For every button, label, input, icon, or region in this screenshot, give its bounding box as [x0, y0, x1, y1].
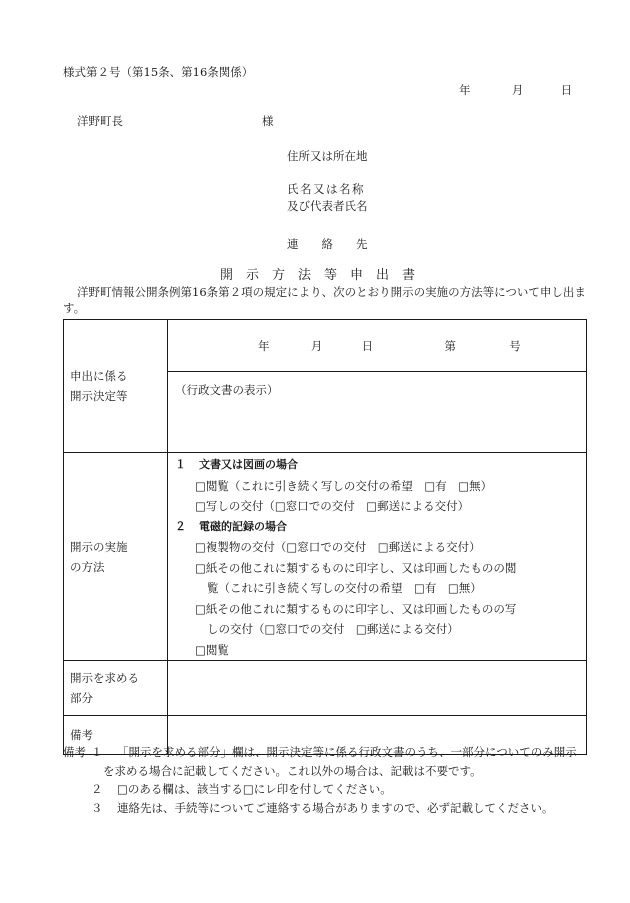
note-item: ３ 連絡先は、手続等についてご連絡する場合がありますので、必ず記載してください。 [91, 800, 554, 815]
disclosure-method-cell [168, 453, 587, 661]
form-number: 様式第２号（第15条、第16条関係） [63, 65, 254, 79]
note-item: ２ □のある欄は、該当する□にレ印を付してください。 [91, 782, 392, 796]
date-day: 日 [560, 83, 573, 97]
section-document: １ 文書又は図画の場合 [175, 458, 298, 471]
applicant-address-label: 住所又は所在地 [287, 149, 368, 163]
requested-part-cell[interactable] [168, 661, 587, 716]
intro-text: 洋野町情報公開条例第16条第２項の規定により、次のとおり開示の実施の方法等について申し出ます。 [63, 285, 586, 315]
date-line [459, 82, 572, 98]
addressee-name: 洋野町長 [77, 114, 123, 128]
date-month: 月 [511, 83, 524, 97]
document-description-cell[interactable]: （行政文書の表示） [168, 372, 587, 453]
option-view-electronic[interactable]: □閲覧 [195, 642, 229, 657]
disclosure-method-label: 開示の実施 の方法 [64, 453, 168, 661]
applicant-contact-label: 連 絡 先 [287, 237, 368, 251]
option-print-view[interactable]: □紙その他これに類するものに印字し、又は印画したものの閲 覧（これに引き続く写しの交付の希望 □有 □無） [195, 560, 517, 595]
notes-section [63, 743, 588, 817]
option-view-document[interactable]: □閲覧（これに引き続く写しの交付の希望 □有 □無） [195, 478, 493, 493]
decision-date-cell[interactable]: 年 月 日 第 号 [168, 320, 587, 372]
option-copy-document[interactable]: □写しの交付（□窓口での交付 □郵送による交付） [195, 499, 470, 513]
remarks-label: 備考 [64, 716, 168, 755]
applicant-name-label: 氏名又は名称 [287, 182, 365, 196]
addressee-honorific: 様 [262, 114, 274, 128]
document-title: 開 示 方 法 等 申 出 書 [220, 268, 416, 283]
date-year: 年 [459, 83, 471, 97]
option-replica[interactable]: □複製物の交付（□窓口での交付 □郵送による交付） [195, 540, 481, 554]
request-table [63, 319, 587, 755]
applicant-rep-label: 及び代表者氏名 [287, 199, 368, 213]
requested-part-label: 開示を求める 部分 [64, 661, 168, 716]
note-item: 備考 １ 「開示を求める部分」欄は、開示決定等に係る行政文書のうち、一部分についてのみ開示を求める場合に記載してください。これ以外の場合は、記載は不要です。 [63, 745, 577, 778]
disclosure-decision-label: 申出に係る 開示決定等 [64, 320, 168, 453]
section-electronic: ２ 電磁的記録の場合 [175, 519, 287, 533]
option-print-copy[interactable]: □紙その他これに類するものに印字し、又は印画したものの写 しの交付（□窓口での交付 □郵送による交付） [195, 601, 517, 636]
